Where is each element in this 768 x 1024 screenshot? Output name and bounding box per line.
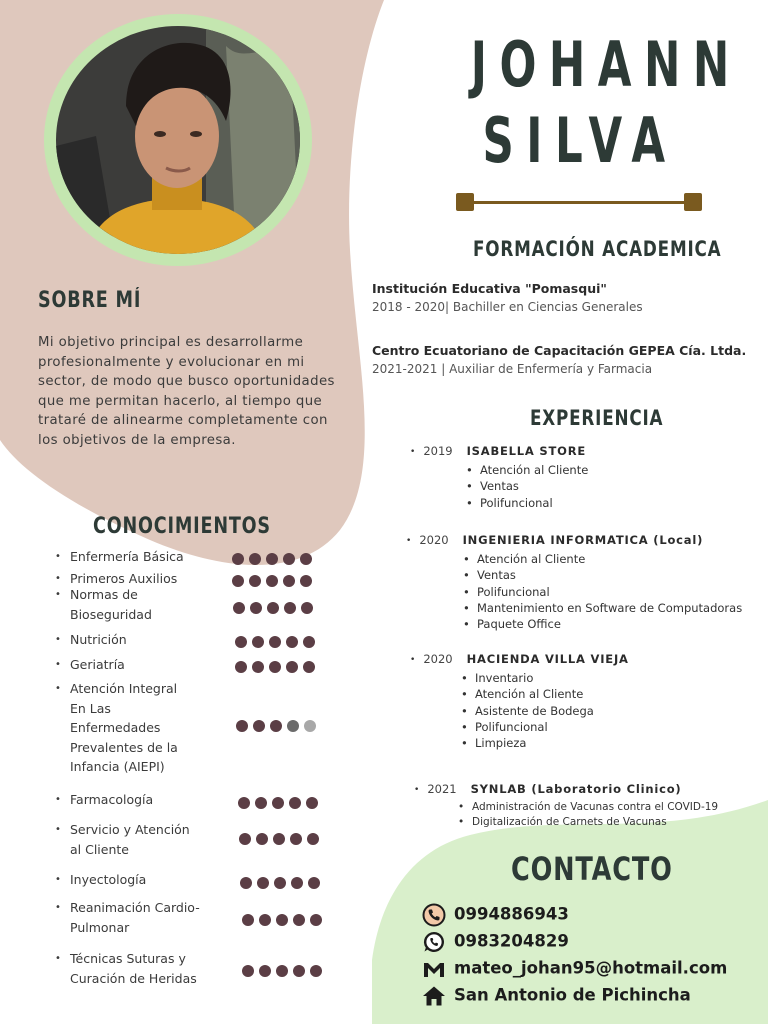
skill-label: Geriatría: [70, 657, 125, 672]
skill-label: Atención Integral En Las Enfermedades Prevalentes de la Infancia (AIEPI): [70, 681, 178, 774]
experience-task: • Polifuncional: [461, 719, 629, 735]
experience-task: • Polifuncional: [466, 495, 588, 511]
skill-rating: [238, 795, 323, 815]
contact-heading: CONTACTO: [511, 850, 673, 888]
education-item: [372, 343, 746, 376]
skill-rating: [242, 963, 327, 983]
experience-task: • Limpieza: [461, 735, 629, 751]
experience-company: ISABELLA STORE: [466, 444, 587, 458]
whatsapp-icon: [422, 930, 446, 954]
skills-heading: CONOCIMIENTOS: [93, 514, 271, 539]
skill-rating: [232, 573, 317, 593]
profile-photo-ring: [44, 14, 312, 266]
skill-rating: [232, 551, 317, 571]
experience-year: 2020: [423, 652, 453, 666]
experience-entry: • 2019 ISABELLA STORE • Atención al Cliente • Ventas • Polifuncional: [410, 444, 588, 511]
home-icon: [422, 984, 446, 1008]
skill-rating: [235, 634, 320, 654]
experience-year: 2020: [419, 533, 449, 547]
phone-icon: [422, 903, 446, 927]
skill-rating: [239, 831, 324, 851]
skill-label: Farmacología: [70, 792, 154, 807]
education-detail: 2021-2021 | Auxiliar de Enfermería y Farmacia: [372, 362, 653, 376]
skill-label: Nutrición: [70, 632, 127, 647]
experience-year: 2021: [427, 782, 457, 796]
experience-task: • Inventario: [461, 670, 629, 686]
education-item: [372, 281, 643, 314]
skill-label: Inyectología: [70, 872, 147, 887]
about-heading: SOBRE MÍ: [38, 288, 142, 313]
skill-rating: [236, 718, 321, 738]
experience-task: • Atención al Cliente: [461, 686, 629, 702]
first-name: JOHANN: [470, 28, 742, 101]
mail-icon: [422, 957, 446, 981]
education-detail: 2018 - 2020| Bachiller en Ciencias Generales: [372, 300, 643, 314]
contact-address-text: San Antonio de Pichincha: [454, 985, 691, 1005]
skill-label: Servicio y Atención al Cliente: [70, 822, 190, 857]
experience-company: SYNLAB (Laboratorio Clinico): [470, 782, 682, 796]
contact-email-text: mateo_johan95@hotmail.com: [454, 958, 728, 978]
experience-task: • Ventas: [463, 567, 742, 583]
education-institution: Centro Ecuatoriano de Capacitación GEPEA Cía. Ltda.: [372, 343, 747, 358]
experience-company: INGENIERIA INFORMATICA (Local): [462, 533, 704, 547]
contact-email[interactable]: [422, 957, 727, 981]
last-name: SILVA: [482, 104, 678, 177]
person-portrait-photo: [56, 26, 300, 254]
contact-phone[interactable]: [422, 903, 569, 927]
experience-task: • Polifuncional: [463, 584, 742, 600]
contact-phone-text: 0994886943: [454, 904, 569, 924]
name-divider: [456, 193, 702, 213]
experience-entry: • 2020 INGENIERIA INFORMATICA (Local) • Atención al Cliente • Ventas • Polifuncional • Mantenimiento en Software de Computadoras • Paquete Office: [406, 533, 742, 632]
experience-task: • Paquete Office: [463, 616, 742, 632]
skill-label: Normas de Bioseguridad: [70, 587, 152, 622]
education-institution: Institución Educativa "Pomasqui": [372, 281, 607, 296]
skill-label: Enfermería Básica: [70, 549, 184, 564]
experience-heading: EXPERIENCIA: [530, 406, 664, 430]
experience-task: • Atención al Cliente: [466, 462, 588, 478]
experience-task: • Atención al Cliente: [463, 551, 742, 567]
experience-entry: • 2021 SYNLAB (Laboratorio Clinico) • Administración de Vacunas contra el COVID-19 • Digitalización de Carnets de Vacunas: [414, 782, 718, 830]
experience-task: • Asistente de Bodega: [461, 703, 629, 719]
education-heading: FORMACIÓN ACADEMICA: [473, 237, 722, 261]
skill-label: Primeros Auxilios: [70, 571, 178, 586]
profile-photo: [56, 26, 300, 254]
experience-company: HACIENDA VILLA VIEJA: [466, 652, 629, 666]
experience-task: • Administración de Vacunas contra el COVID-19: [458, 800, 718, 815]
skill-rating: [240, 875, 325, 895]
skill-label: Técnicas Suturas y Curación de Heridas: [70, 951, 197, 986]
experience-task: • Ventas: [466, 478, 588, 494]
about-text: Mi objetivo principal es desarrollarme profesionalmente y evolucionar en mi sector, de modo que busco oportunidades que me permitan hacerlo, al tiempo que trataré de alinearme completamente con los objetivos de la empresa.: [38, 335, 335, 448]
experience-year: 2019: [423, 444, 453, 458]
contact-address: [422, 984, 691, 1008]
skill-rating: [235, 659, 320, 679]
contact-whatsapp[interactable]: [422, 930, 569, 954]
experience-entry: • 2020 HACIENDA VILLA VIEJA • Inventario • Atención al Cliente • Asistente de Bodega • Polifuncional • Limpieza: [410, 652, 629, 751]
experience-task: • Mantenimiento en Software de Computadoras: [463, 600, 742, 616]
skill-rating: [233, 600, 318, 620]
experience-task: • Digitalización de Carnets de Vacunas: [458, 815, 718, 830]
skill-rating: [242, 912, 327, 932]
skill-label: Reanimación Cardio-Pulmonar: [70, 900, 200, 935]
contact-whatsapp-text: 0983204829: [454, 931, 569, 951]
